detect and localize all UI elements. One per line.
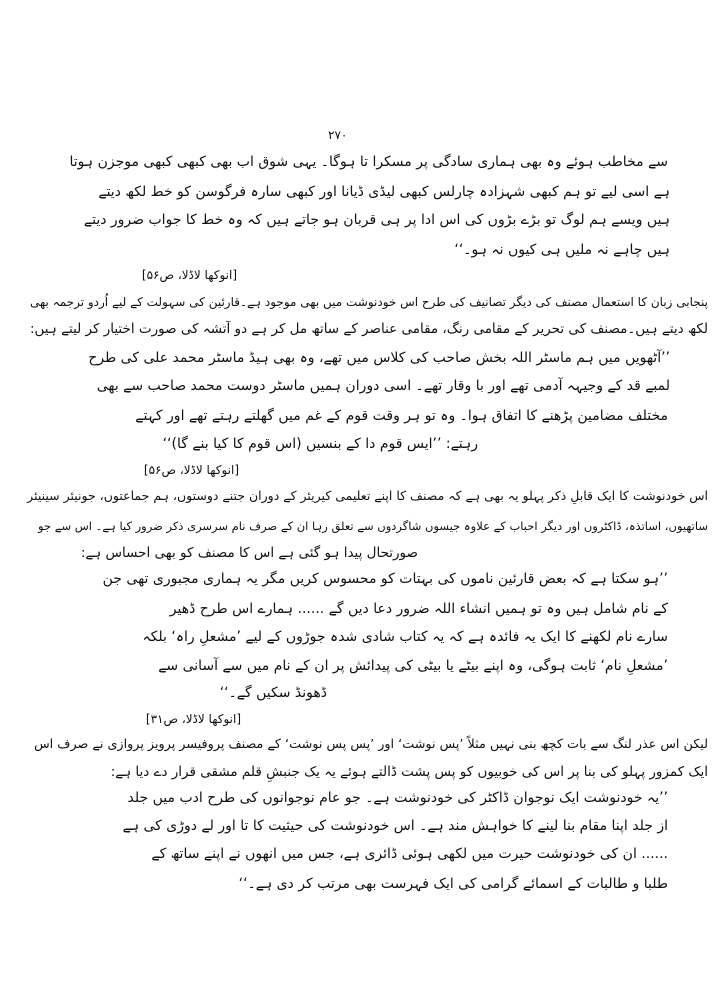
quote-line: ’مشعلِ نام‘ ثابت ہوگی، وہ اپنے بیٹے یا بیٹی کی پیدائش پر ان کے نام میں سے آسانی سے <box>158 658 668 674</box>
quote-line: ’’ہو سکتا ہے کہ بعض قارئین ناموں کی بہتات کو محسوس کریں مگر یہ ہماری مجبوری تھی جن <box>102 571 668 587</box>
quote-line: مختلف مضامین پڑھنے کا اتفاق ہوا۔ وہ تو ہر وقت قوم کے غم میں گھلتے رہتے تھے اور کہتے <box>135 408 668 424</box>
paragraph-line: لیکن اس عذر لنگ سے بات کچھ بنی نہیں مثلاً ’پس نوشت‘ اور ’پس پس نوشت‘ کے مصنف پروفیسر پرویز پروازی نے صرف اس <box>34 737 708 752</box>
paragraph-line: ایک کمزور پہلو کی بنا پر اس کی خوبیوں کو پس پشت ڈالتے ہوئے یہ یک جنبشِ قلم مشقی قرار دے دیا ہے: <box>110 764 708 780</box>
quote-line: ’’آٹھویں میں ہم ماسٹر اللہ بخش صاحب کی کلاس میں تھے، وہ بھی ہیڈ ماسٹر محمد علی کی طرح <box>88 350 670 366</box>
quote-line: لمبے قد کے وجیہہ آدمی تھے اور با وقار تھے۔ اسی دوران ہمیں ماسٹر دوست محمد صاحب سے بھی <box>96 378 670 394</box>
paragraph-line: اس خودنوشت کا ایک قابلِ ذکر پہلو یہ بھی ہے کہ مصنف کا اپنے تعلیمی کیریئر کے دوران جتنے دوستوں، ہم جماعتوں، جونیئر سینیئر <box>27 488 708 503</box>
quote-line: ...... ان کی خودنوشت حیرت میں لکھی ہوئی ڈائری ہے، جس میں انھوں نے اپنے ساتھ کے <box>151 846 668 862</box>
citation: [انوکھا لاڈلا، ص۵۶] <box>141 268 237 282</box>
quote-line: ہیں چاہے نہ ملیں ہی کیوں نہ ہو۔‘‘ <box>454 242 670 258</box>
paragraph-line: پنجابی زبان کا استعمال مصنف کی دیگر تصانیف کی طرح اس خودنوشت میں بھی موجود ہے۔قارئین کی سہولت کے لیے اُردو ترجمہ بھی <box>30 295 708 309</box>
quote-line: ڈھونڈ سکیں گے۔‘‘ <box>219 685 327 701</box>
quote-line: رہتے: ’’ایس قوم دا کے بنسیں (اس قوم کا کیا بنے گا)‘‘ <box>162 436 478 452</box>
paragraph-line: صورتحال پیدا ہو گئی ہے اس کا مصنف کو بھی احساس ہے: <box>80 545 418 561</box>
quote-line: سے مخاطب ہوئے وہ بھی ہماری سادگی پر مسکرا تا ہوگا۔ یہی شوق اب بھی کبھی کبھی موجزن ہوتا <box>69 154 668 170</box>
quote-line: از جلد اپنا مقام بنا لینے کا خواہش مند ہے۔ اس خودنوشت کی حیثیت کا تا اور لے دوڑی کی ہے <box>122 818 668 834</box>
quote-line: سارے نام لکھنے کا ایک یہ فائدہ ہے کہ یہ کتاب شادی شدہ جوڑوں کے لیے ’مشعلِ راہ‘ بلکہ <box>142 629 668 645</box>
quote-line: طلبا و طالبات کے اسمائے گرامی کی ایک فہرست بھی مرتب کر دی ہے۔‘‘ <box>238 876 668 892</box>
page-number: ۲۷۰ <box>328 128 348 142</box>
quote-line: ہے اسی لیے تو ہم کبھی شہزادہ چارلس کبھی لیڈی ڈیانا اور کبھی سارہ فرگوسن کو خط لکھ دیتے <box>98 184 670 200</box>
quote-line: ہیں ویسے ہم لوگ تو بڑے بڑوں کی اس ادا پر ہی قربان ہو جاتے ہیں کہ وہ خط کا جواب ضرور دیتے <box>83 212 670 228</box>
paragraph-line: لکھ دیتے ہیں۔مصنف کی تحریر کے مقامی رنگ، مقامی عناصر کے ساتھ مل کر ہے دو آتشہ کی صورت اختیار کر لیتے ہیں: <box>29 321 708 337</box>
quote-line: کے نام شامل ہیں وہ تو ہمیں انشاء اللہ ضرور دعا دیں گے ...... ہمارے اس طرح ڈھیر <box>169 601 668 617</box>
quote-line: ’’یہ خودنوشت ایک نوجوان ڈاکٹر کی خودنوشت ہے۔ جو عام نوجوانوں کی طرح ادب میں جلد <box>127 790 668 806</box>
citation: [انوکھا لاڈلا، ص۵۶] <box>143 463 239 477</box>
citation: [انوکھا لاڈلا، ص۳۱] <box>145 712 241 726</box>
paragraph-line: ساتھیوں، اساتذہ، ڈاکٹروں اور دیگر احباب کے علاوہ جیسوں شاگردوں سے تعلق رہا ان کے صرف نام سرسری ذکر ضرور کیا ہے۔ اس سے جو <box>38 519 708 533</box>
